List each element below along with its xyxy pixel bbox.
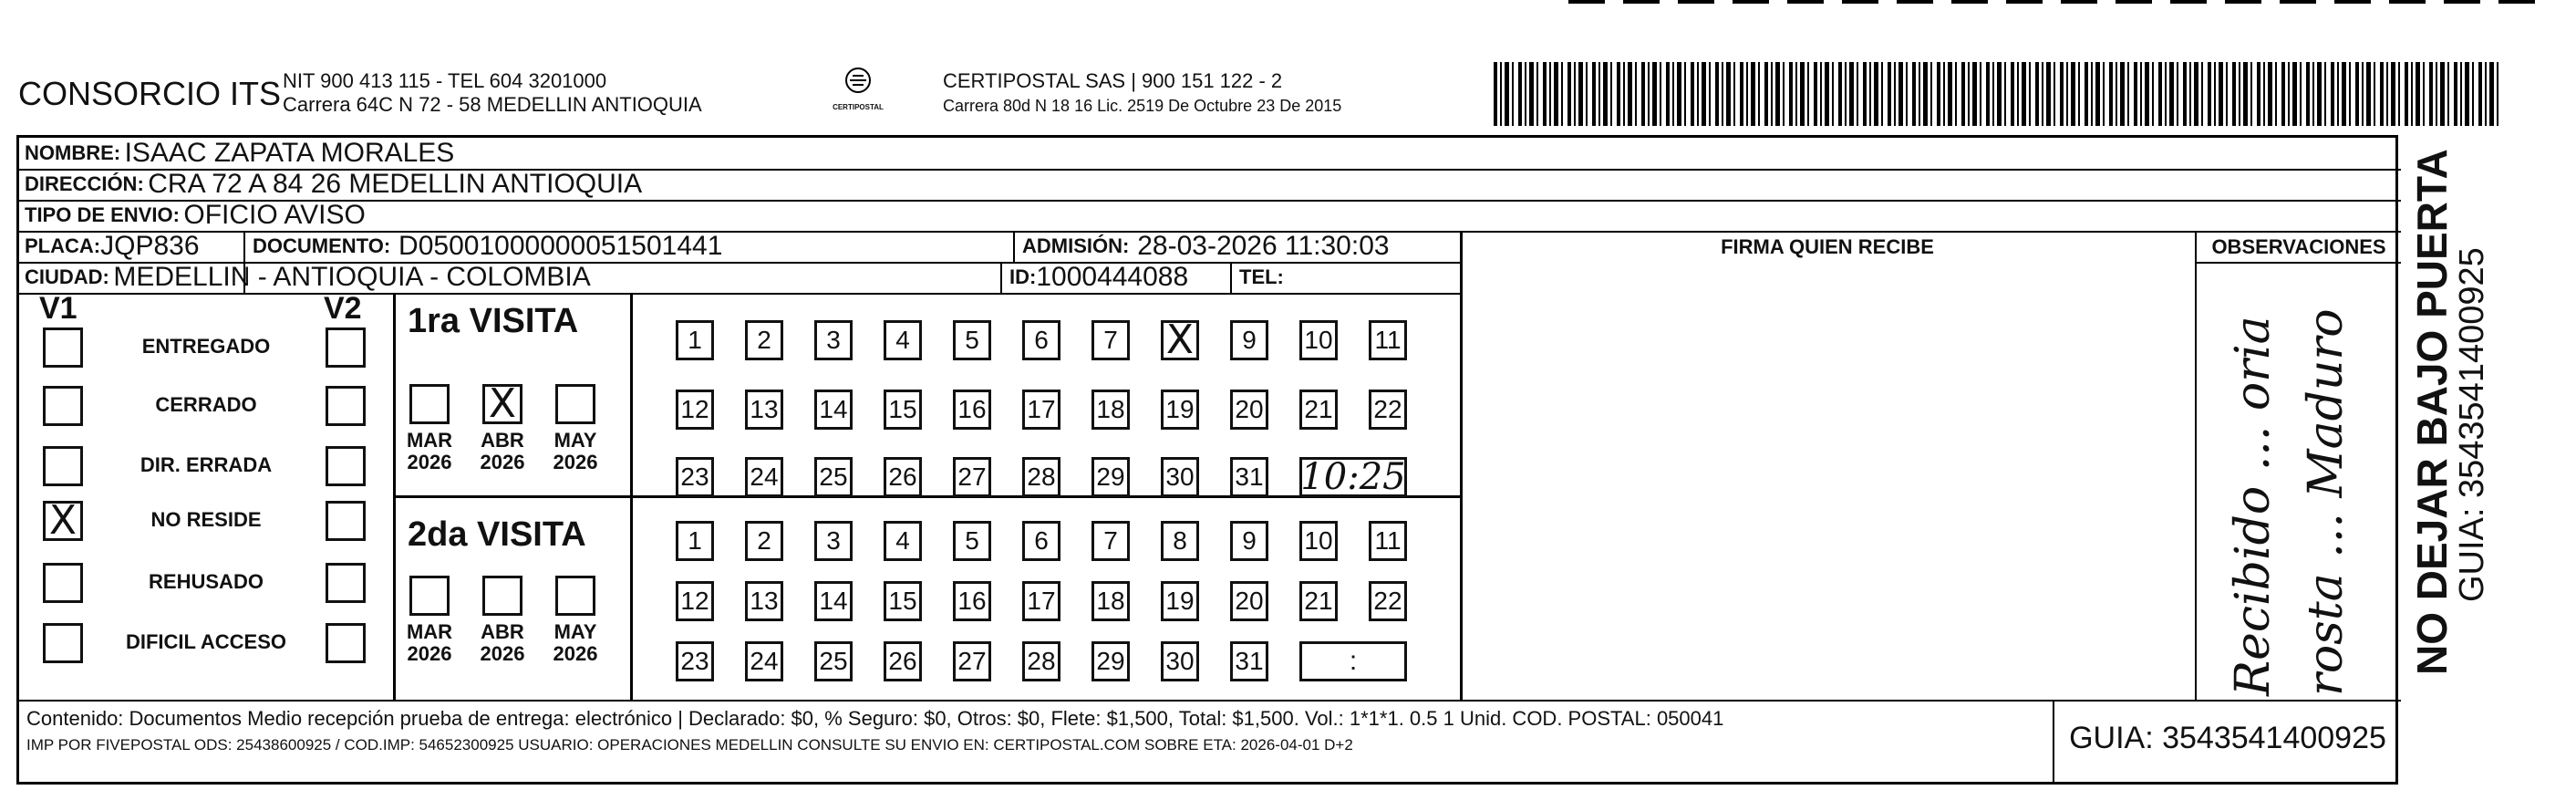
certipostal-address: Carrera 80d N 18 16 Lic. 2519 De Octubre 23 De 2015 xyxy=(943,97,1342,115)
status-label: CERRADO xyxy=(155,393,257,416)
month-checkbox[interactable] xyxy=(409,384,450,424)
day-checkbox[interactable]: 7 xyxy=(1091,521,1130,561)
month-checkbox[interactable] xyxy=(409,576,450,616)
day-checkbox[interactable]: 23 xyxy=(676,641,714,681)
day-checkbox[interactable]: 18 xyxy=(1091,390,1130,430)
contenido-text: Contenido: Documentos Medio recepción prueba de entrega: electrónico | Declarado: $0, % Seguro: $0, Otros: $0, Flete: $1,500, Total: $1,500. Vol.: 1*1*1. 0.5 1 Unid. COD. POSTAL: 050041 xyxy=(26,707,1724,730)
day-checkbox[interactable]: 7 xyxy=(1091,320,1130,360)
company-nit: NIT 900 413 115 - TEL 604 3201000 xyxy=(283,69,607,92)
time-field[interactable]: : xyxy=(1299,641,1407,681)
day-checkbox[interactable]: 25 xyxy=(814,641,853,681)
day-checkbox[interactable]: 1 xyxy=(676,320,714,360)
day-checkbox[interactable]: 22 xyxy=(1369,581,1407,621)
v1-checkbox[interactable] xyxy=(43,623,83,663)
day-checkbox[interactable]: 20 xyxy=(1230,390,1268,430)
day-checkbox[interactable]: 4 xyxy=(884,521,922,561)
day-checkbox[interactable]: 1 xyxy=(676,521,714,561)
month-label: MAY 2026 xyxy=(553,429,598,473)
logo-text: CERTIPOSTAL xyxy=(833,103,884,111)
admision-cell xyxy=(1017,231,1390,262)
placa-cell xyxy=(19,231,200,262)
day-checkbox[interactable]: 24 xyxy=(745,641,783,681)
day-checkbox[interactable]: 15 xyxy=(884,581,922,621)
month-checkbox[interactable] xyxy=(482,576,522,616)
documento-cell xyxy=(247,231,722,262)
month-label: MAY 2026 xyxy=(553,620,598,665)
ciudad-cell xyxy=(19,262,591,293)
id-value: 1000444088 xyxy=(1036,262,1189,292)
signature-area[interactable] xyxy=(1464,265,2191,698)
v1-label: V1 xyxy=(39,291,78,326)
side-guia: GUIA: 3543541400925 xyxy=(2453,247,2491,602)
month-checkbox[interactable] xyxy=(555,576,595,616)
certipostal-name: CERTIPOSTAL SAS | 900 151 122 - 2 xyxy=(943,69,1283,92)
day-checkbox[interactable]: 8 xyxy=(1161,521,1199,561)
imp-text: IMP POR FIVEPOSTAL ODS: 25438600925 / COD.IMP: 54652300925 USUARIO: OPERACIONES MEDELLIN CONSULTE SU ENVIO EN: CERTIPOSTAL.COM SOBRE ETA: 2026-04-01 D+2 xyxy=(26,736,1353,754)
first-visit-title: 1ra VISITA xyxy=(408,302,579,340)
day-checkbox[interactable]: 9 xyxy=(1230,521,1268,561)
day-checkbox[interactable]: 5 xyxy=(953,521,991,561)
day-checkbox[interactable]: 22 xyxy=(1369,390,1407,430)
placa-value: JQP836 xyxy=(100,231,200,261)
day-checkbox[interactable]: 18 xyxy=(1091,581,1130,621)
day-checkbox[interactable]: 29 xyxy=(1091,457,1130,497)
day-checkbox[interactable]: 17 xyxy=(1022,581,1060,621)
day-checkbox[interactable]: 29 xyxy=(1091,641,1130,681)
status-label: DIR. ERRADA xyxy=(140,453,273,476)
v2-checkbox[interactable] xyxy=(326,446,366,486)
status-label: DIFICIL ACCESO xyxy=(125,630,286,653)
v2-checkbox[interactable] xyxy=(326,386,366,426)
month-label: ABR 2026 xyxy=(480,429,525,473)
tipo-value: OFICIO AVISO xyxy=(183,200,366,230)
id-label: ID: xyxy=(1009,265,1037,288)
day-checkbox[interactable]: 26 xyxy=(884,457,922,497)
admision-value: 28-03-2026 11:30:03 xyxy=(1137,231,1390,261)
day-checkbox[interactable]: 3 xyxy=(814,521,853,561)
certipostal-info xyxy=(943,69,1341,116)
admision-label: ADMISIÓN: xyxy=(1022,234,1130,257)
status-label: ENTREGADO xyxy=(141,335,271,358)
day-checkbox[interactable]: 2 xyxy=(745,521,783,561)
direccion-value: CRA 72 A 84 26 MEDELLIN ANTIOQUIA xyxy=(148,169,643,199)
v2-checkbox[interactable] xyxy=(326,501,366,541)
v2-checkbox[interactable] xyxy=(326,327,366,368)
day-checkbox[interactable]: 10 xyxy=(1299,521,1338,561)
day-checkbox[interactable]: 30 xyxy=(1161,457,1199,497)
v2-label: V2 xyxy=(324,291,362,326)
day-checkbox[interactable]: 23 xyxy=(676,457,714,497)
tipo-row xyxy=(19,200,366,231)
day-checkbox[interactable]: 14 xyxy=(814,390,853,430)
barcode xyxy=(1494,62,2498,126)
day-checkbox[interactable]: 9 xyxy=(1230,320,1268,360)
status-label: REHUSADO xyxy=(149,570,264,593)
day-checkbox[interactable]: 28 xyxy=(1022,457,1060,497)
tipo-label: TIPO DE ENVIO: xyxy=(25,203,180,226)
ciudad-label: CIUDAD: xyxy=(25,265,109,288)
warning-text: NO DEJAR BAJO PUERTA xyxy=(2408,149,2456,675)
firma-label: FIRMA QUIEN RECIBE xyxy=(1721,235,1934,258)
day-checkbox[interactable]: 21 xyxy=(1299,581,1338,621)
day-checkbox[interactable]: 13 xyxy=(745,581,783,621)
day-checkbox[interactable]: 21 xyxy=(1299,390,1338,430)
footer-guia: GUIA: 3543541400925 xyxy=(2069,721,2386,755)
direccion-label: DIRECCIÓN: xyxy=(25,172,144,195)
day-checkbox[interactable]: 12 xyxy=(676,581,714,621)
day-checkbox[interactable]: 5 xyxy=(953,320,991,360)
placa-label: PLACA: xyxy=(25,234,101,257)
day-checkbox[interactable]: 2 xyxy=(745,320,783,360)
day-checkbox[interactable]: 19 xyxy=(1161,581,1199,621)
day-checkbox[interactable]: 17 xyxy=(1022,390,1060,430)
day-checkbox[interactable]: 27 xyxy=(953,457,991,497)
nombre-value: ISAAC ZAPATA MORALES xyxy=(124,138,455,168)
direccion-row xyxy=(19,169,642,200)
v2-checkbox[interactable] xyxy=(326,623,366,663)
observaciones-handwriting-2: rosta ... Maduro xyxy=(2299,308,2354,696)
check-mark: X xyxy=(488,380,517,427)
month-label: MAR 2026 xyxy=(406,620,453,665)
v1-checkbox[interactable] xyxy=(43,386,83,426)
time-field[interactable]: 10:25 xyxy=(1300,456,1406,498)
day-checkbox[interactable]: 16 xyxy=(953,390,991,430)
observaciones-handwriting-1: Recibido ... oria xyxy=(2226,316,2281,696)
certipostal-logo xyxy=(826,66,890,111)
day-checkbox[interactable]: 20 xyxy=(1230,581,1268,621)
day-checkbox[interactable]: X xyxy=(1161,320,1199,360)
day-checkbox[interactable]: 13 xyxy=(745,390,783,430)
documento-label: DOCUMENTO: xyxy=(253,234,391,257)
day-checkbox[interactable]: 6 xyxy=(1022,521,1060,561)
day-checkbox[interactable]: 6 xyxy=(1022,320,1060,360)
month-checkbox[interactable] xyxy=(555,384,595,424)
day-checkbox[interactable]: 25 xyxy=(814,457,853,497)
day-checkbox[interactable]: 26 xyxy=(884,641,922,681)
day-checkbox[interactable]: 14 xyxy=(814,581,853,621)
v1-checkbox[interactable] xyxy=(43,563,83,603)
day-checkbox[interactable]: 11 xyxy=(1369,521,1407,561)
company-name: CONSORCIO ITS xyxy=(18,75,282,112)
delivery-form xyxy=(16,135,2398,785)
day-checkbox[interactable]: 3 xyxy=(814,320,853,360)
tel-cell xyxy=(1234,262,1284,293)
second-visit-title: 2da VISITA xyxy=(408,515,586,554)
day-checkbox[interactable]: 19 xyxy=(1161,390,1199,430)
day-checkbox[interactable]: 27 xyxy=(953,641,991,681)
tel-label: TEL: xyxy=(1239,265,1284,288)
day-checkbox[interactable]: 11 xyxy=(1369,320,1407,360)
day-checkbox[interactable]: 30 xyxy=(1161,641,1199,681)
v1-checkbox[interactable] xyxy=(43,497,83,544)
day-checkbox[interactable]: 10 xyxy=(1299,320,1338,360)
v2-checkbox[interactable] xyxy=(326,563,366,603)
day-checkbox[interactable]: 28 xyxy=(1022,641,1060,681)
v1-checkbox[interactable] xyxy=(43,446,83,486)
ciudad-value: MEDELLIN - ANTIOQUIA - COLOMBIA xyxy=(113,262,591,292)
month-label: MAR 2026 xyxy=(406,429,453,473)
day-checkbox[interactable]: 31 xyxy=(1230,457,1268,497)
nombre-row xyxy=(19,138,454,169)
check-mark: X xyxy=(48,497,78,544)
day-checkbox[interactable]: 4 xyxy=(884,320,922,360)
v1-checkbox[interactable] xyxy=(43,327,83,368)
month-checkbox[interactable] xyxy=(482,380,522,427)
day-checkbox[interactable]: 12 xyxy=(676,390,714,430)
top-edge-marks xyxy=(1568,0,2553,4)
day-checkbox[interactable]: 31 xyxy=(1230,641,1268,681)
observaciones-label: OBSERVACIONES xyxy=(2211,235,2386,258)
documento-value: D05001000000051501441 xyxy=(398,231,723,261)
status-label: NO RESIDE xyxy=(150,508,262,531)
company-address: Carrera 64C N 72 - 58 MEDELLIN ANTIOQUIA xyxy=(283,93,702,116)
day-checkbox[interactable]: 16 xyxy=(953,581,991,621)
nombre-label: NOMBRE: xyxy=(25,141,121,164)
day-checkbox[interactable]: 15 xyxy=(884,390,922,430)
company-info xyxy=(283,69,702,117)
id-cell xyxy=(1004,262,1188,293)
month-label: ABR 2026 xyxy=(480,620,525,665)
day-checkbox[interactable]: 24 xyxy=(745,457,783,497)
